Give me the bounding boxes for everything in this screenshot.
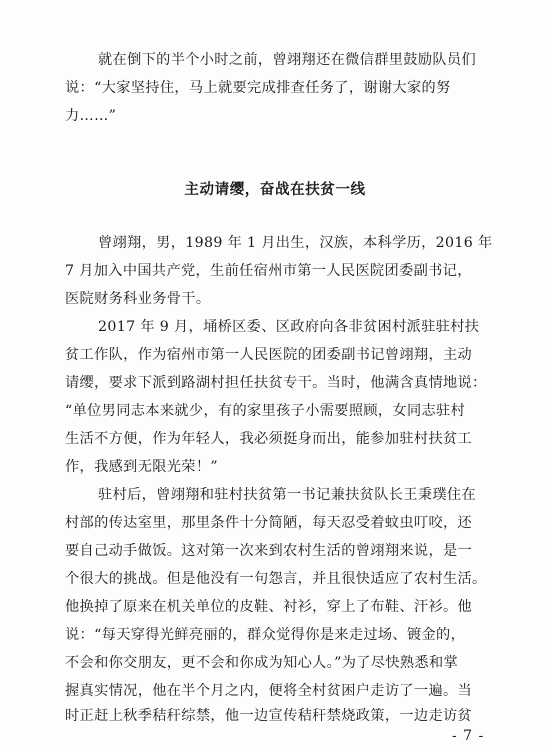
page-number: - 7 -: [452, 728, 485, 744]
paragraph-2-line-5: 生活不方便，作为年轻人，我必须挺身而出，能参加驻村扶贫工: [65, 431, 473, 447]
paragraph-3-line-7: 不会和你交朋友，更不会和你成为知心人。”为了尽快熟悉和掌: [65, 655, 459, 671]
intro-line-2: 说：“大家坚持住，马上就要完成排查任务了，谢谢大家的努: [65, 80, 451, 96]
paragraph-3-line-6: 说：“每天穿得光鲜亮丽的，群众觉得你是来走过场、镀金的，: [65, 627, 466, 643]
paragraph-3-line-3: 要自己动手做饭。这对第一次来到农村生活的曾翊翔来说，是一: [65, 543, 473, 559]
paragraph-3-line-4: 个很大的挑战。但是他没有一句怨言，并且很快适应了农村生活。: [65, 571, 487, 587]
paragraph-3-line-9: 时正赶上秋季秸秆综禁，他一边宣传秸秆禁烧政策，一边走访贫: [65, 708, 473, 724]
paragraph-1-line-1: 曾翊翔，男，1989 年 1 月出生，汉族，本科学历，2016 年: [98, 235, 493, 251]
section-heading: 主动请缨，奋战在扶贫一线: [184, 182, 366, 198]
paragraph-1-line-2: 7 月加入中国共产党，生前任宿州市第一人民医院团委副书记，: [65, 263, 472, 279]
paragraph-3-line-1: 驻村后，曾翊翔和驻村扶贫第一书记兼扶贫队长王秉璞住在: [98, 487, 476, 503]
intro-line-3: 力……”: [65, 108, 117, 124]
paragraph-2-line-4: “单位男同志本来就少，有的家里孩子小需要照顾，女同志驻村: [65, 403, 466, 419]
paragraph-1-line-3: 医院财务科业务骨干。: [65, 291, 211, 307]
paragraph-3-line-8: 握真实情况，他在半个月之内，便将全村贫困户走访了一遍。当: [65, 683, 473, 699]
paragraph-2-line-6: 作，我感到无限光荣！”: [65, 459, 218, 475]
paragraph-3-line-5: 他换掉了原来在机关单位的皮鞋、衬衫，穿上了布鞋、汗衫。他: [65, 599, 473, 615]
intro-line-1: 就在倒下的半个小时之前，曾翊翔还在微信群里鼓励队员们: [98, 52, 476, 68]
paragraph-3-line-2: 村部的传达室里，那里条件十分简陋，每天忍受着蚊虫叮咬，还: [65, 515, 473, 531]
paragraph-2-line-2: 贫工作队，作为宿州市第一人民医院的团委副书记曾翊翔，主动: [65, 347, 473, 363]
paragraph-2-line-1: 2017 年 9 月，埇桥区委、区政府向各非贫困村派驻驻村扶: [98, 319, 480, 335]
paragraph-2-line-3: 请缨，要求下派到路湖村担任扶贫专干。当时，他满含真情地说：: [65, 375, 487, 391]
